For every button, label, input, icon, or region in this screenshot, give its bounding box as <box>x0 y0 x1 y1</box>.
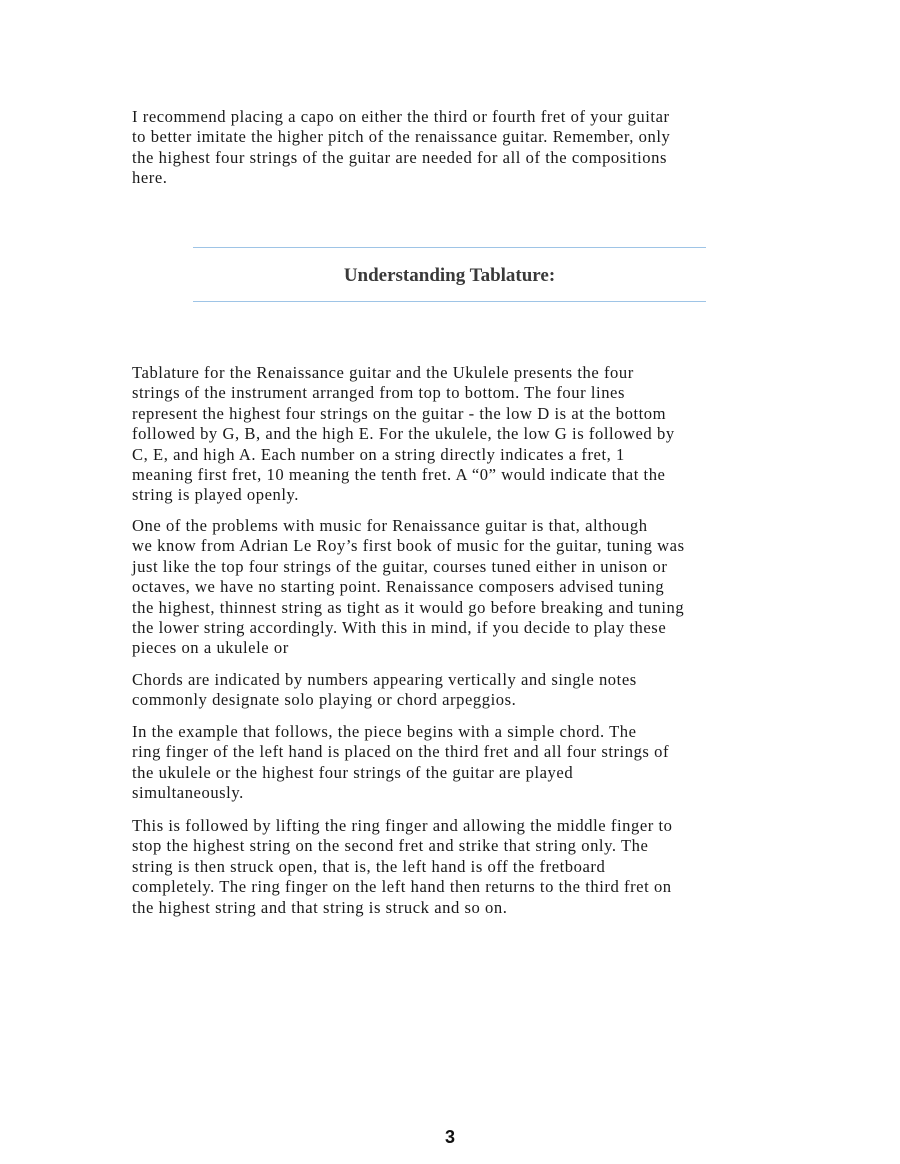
heading-rule-bottom <box>193 301 706 302</box>
section-heading: Understanding Tablature: <box>343 265 556 286</box>
section-heading-block <box>193 247 706 303</box>
intro-paragraph: I recommend placing a capo on either the third or fourth fret of your guitar to better imitate the higher pitch of the renaissance guitar. Remember, only the highest four strings of the guitar are needed for all of the compositions here. <box>132 107 671 188</box>
paragraph-tuning-problem: One of the problems with music for Renaissance guitar is that, although we know from Adrian Le Roy’s first book of music for the guitar, tuning was just like the top four strings of the guitar, courses tuned either in unison or octaves, we have no starting point. Renaissance composers advised tuning the highest, thinnest string as tight as it would go before breaking and tuning the lower string accordingly. With this in mind, if you decide to play these pieces on a ukulele or <box>132 516 685 658</box>
paragraph-tablature-intro: Tablature for the Renaissance guitar and the Ukulele presents the four strings of the instrument arranged from top to bottom. The four lines represent the highest four strings on the guitar - the low D is at the bottom followed by G, B, and the high E. For the ukulele, the low G is followed by C, E, and high A. Each number on a string directly indicates a fret, 1 meaning first fret, 10 meaning the tenth fret. A “0” would indicate that the string is played openly. <box>132 363 675 505</box>
paragraph-example: In the example that follows, the piece begins with a simple chord. The ring finger of the left hand is placed on the third fret and all four strings of the ukulele or the highest four strings of the guitar are played simultaneously. <box>132 722 670 803</box>
heading-rule-top <box>193 247 706 248</box>
paragraph-chords: Chords are indicated by numbers appearing vertically and single notes commonly designate solo playing or chord arpeggios. <box>132 670 637 710</box>
paragraph-ring-finger: This is followed by lifting the ring finger and allowing the middle finger to stop the highest string on the second fret and strike that string only. The string is then struck open, that is, the left hand is off the fretboard completely. The ring finger on the left hand then returns to the third fret on the highest string and that string is struck and so on. <box>132 816 673 917</box>
page-number: 3 <box>444 1127 455 1147</box>
